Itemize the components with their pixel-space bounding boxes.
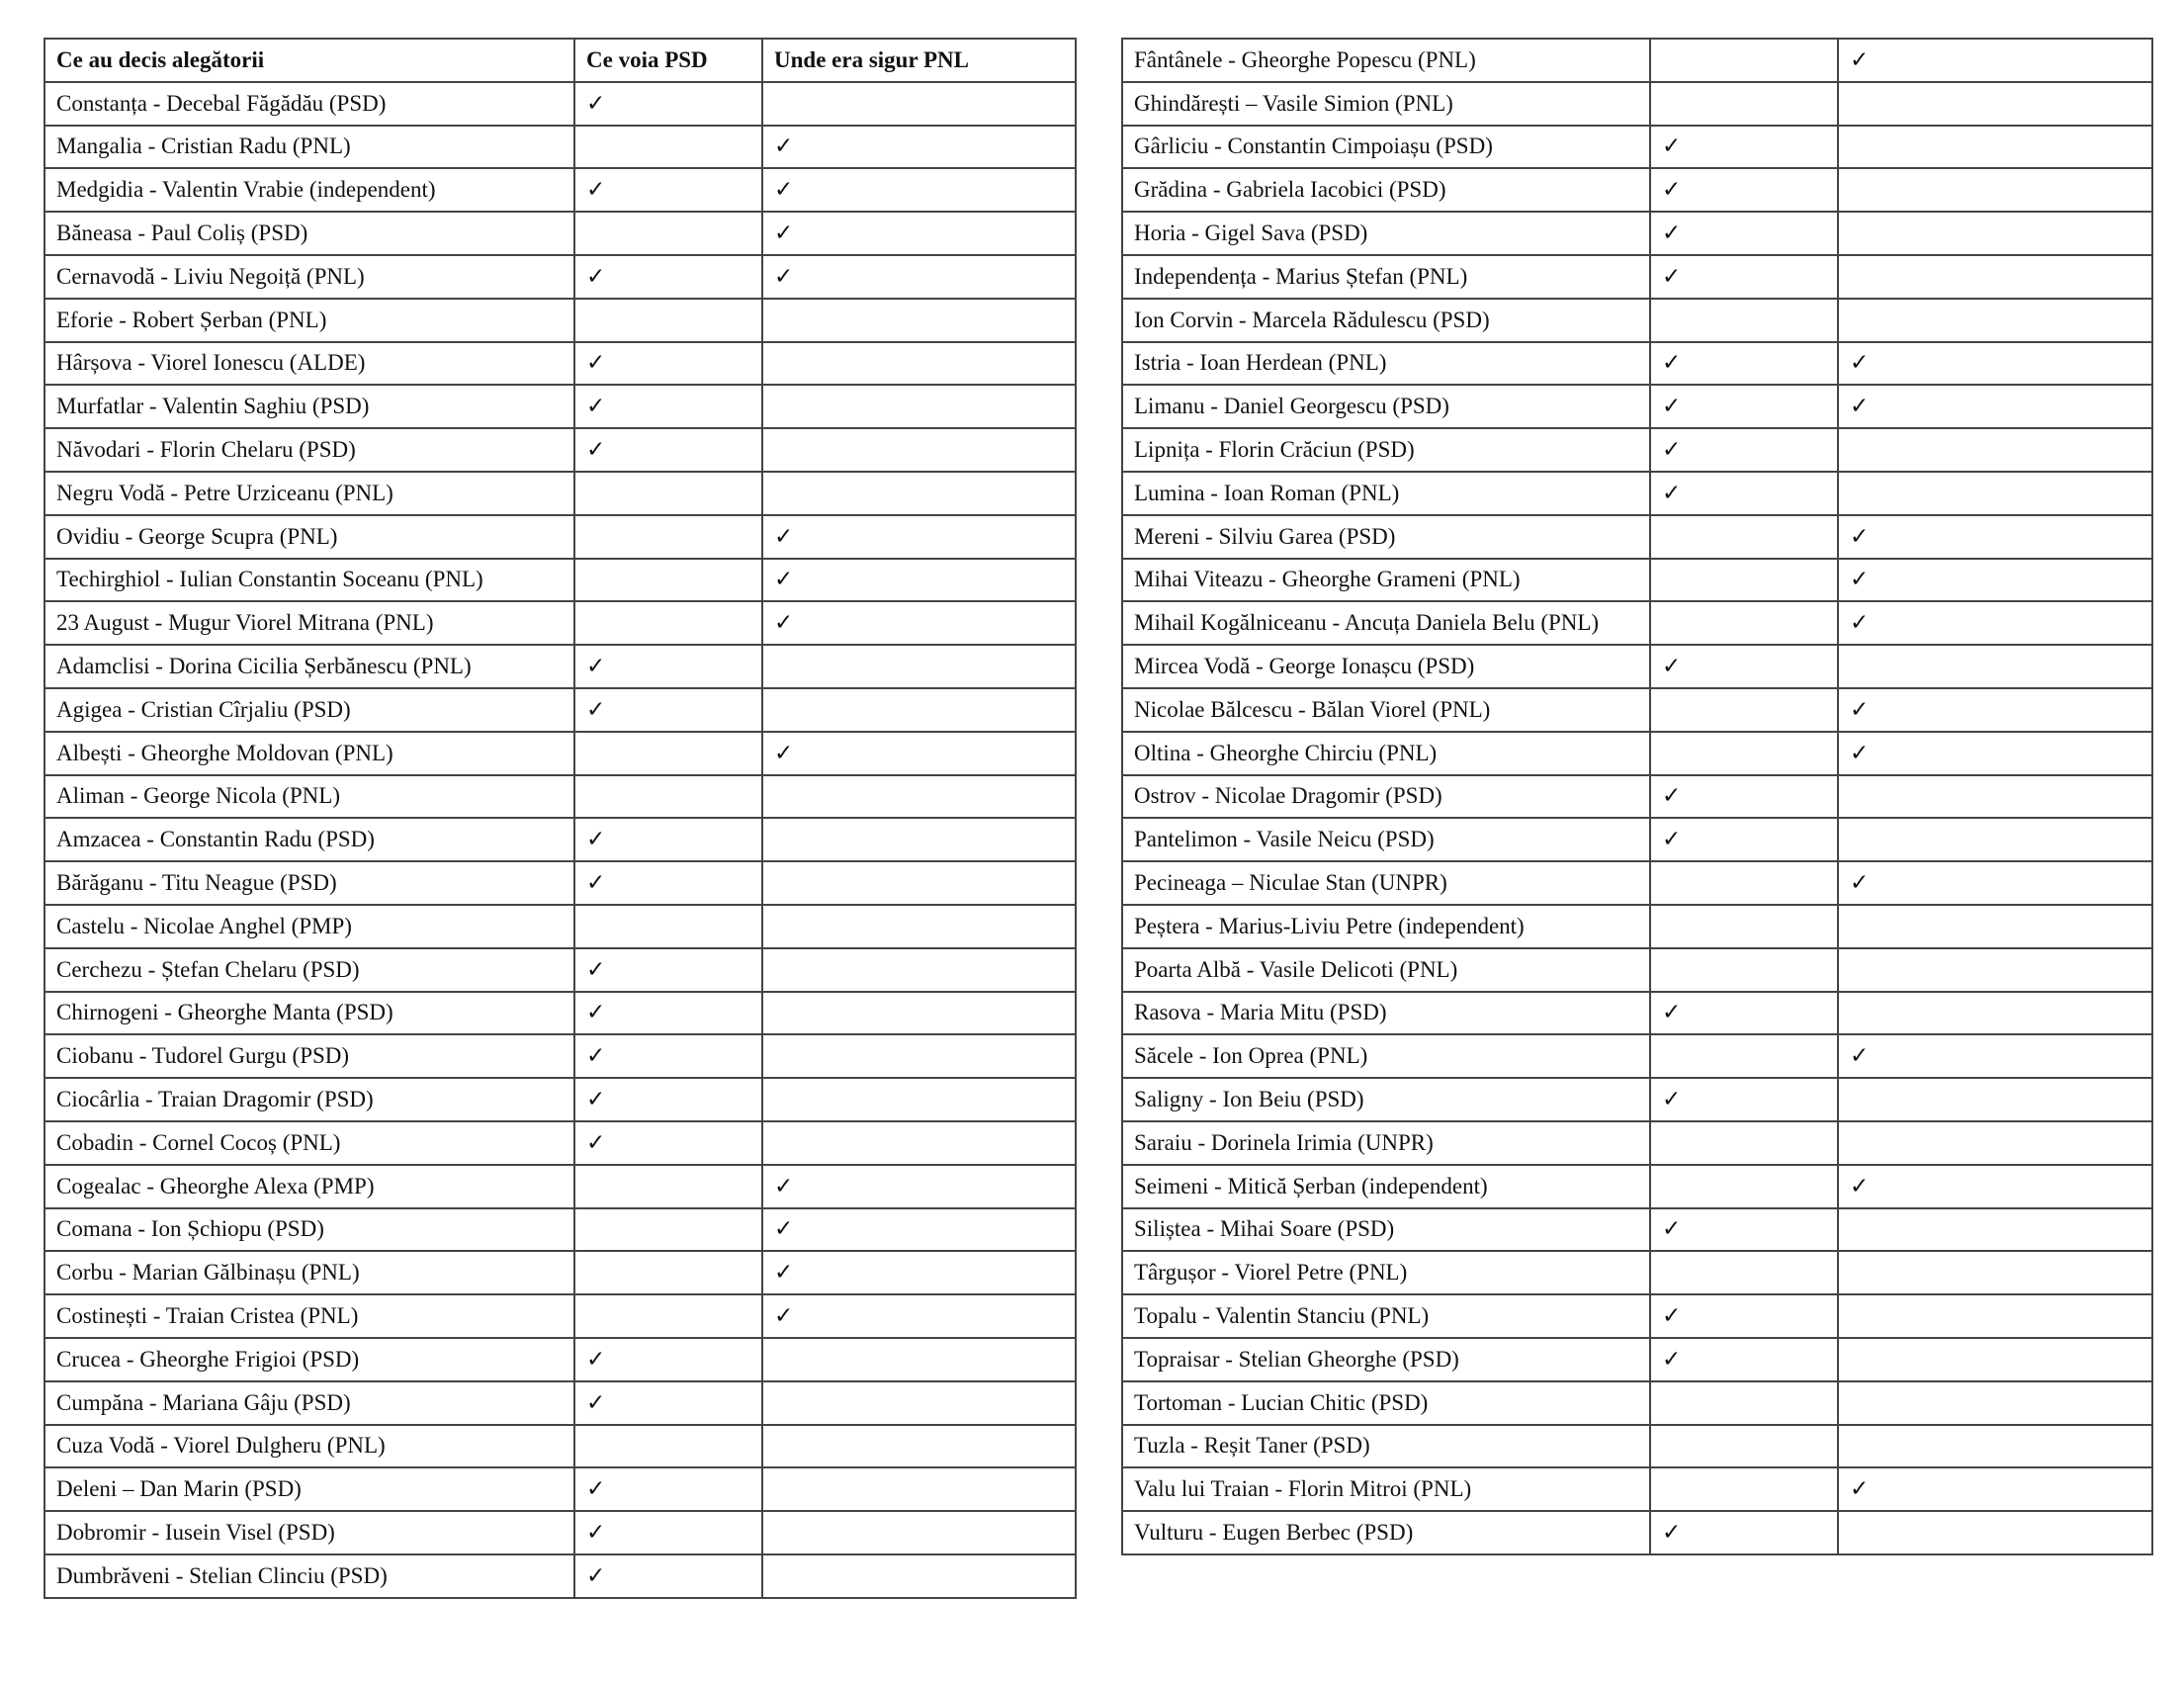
table-row (1122, 255, 2152, 299)
locality-cell: Deleni – Dan Marin (PSD) (44, 1467, 574, 1511)
locality-cell: Horia - Gigel Sava (PSD) (1122, 212, 1650, 255)
locality-cell: Băneasa - Paul Coliș (PSD) (44, 212, 574, 255)
psd-check-cell (1650, 1034, 1838, 1078)
locality-cell: Negru Vodă - Petre Urziceanu (PNL) (44, 472, 574, 515)
table-row (1122, 1381, 2152, 1425)
pnl-check-cell (1838, 212, 2152, 255)
locality-cell: Cernavodă - Liviu Negoiță (PNL) (44, 255, 574, 299)
locality-cell: Aliman - George Nicola (PNL) (44, 775, 574, 819)
pnl-check-cell (762, 1554, 1076, 1598)
psd-check-cell (1650, 39, 1838, 82)
table-row (44, 255, 1076, 299)
table-row (1122, 1338, 2152, 1381)
table-row (44, 1078, 1076, 1121)
locality-cell: Constanța - Decebal Făgădău (PSD) (44, 82, 574, 126)
pnl-check-cell (762, 818, 1076, 861)
psd-check-cell (574, 601, 762, 645)
locality-cell: Hârșova - Viorel Ionescu (ALDE) (44, 342, 574, 386)
table-row (44, 472, 1076, 515)
table-row (1122, 1294, 2152, 1338)
pnl-check-cell: ✓ (762, 1165, 1076, 1208)
psd-check-cell: ✓ (574, 255, 762, 299)
psd-check-cell: ✓ (1650, 168, 1838, 212)
locality-cell: Grădina - Gabriela Iacobici (PSD) (1122, 168, 1650, 212)
pnl-check-cell: ✓ (762, 601, 1076, 645)
psd-check-cell: ✓ (1650, 126, 1838, 169)
pnl-check-cell (762, 428, 1076, 472)
pnl-check-cell (762, 688, 1076, 732)
locality-cell: Agigea - Cristian Cîrjaliu (PSD) (44, 688, 574, 732)
locality-cell: Ion Corvin - Marcela Rădulescu (PSD) (1122, 299, 1650, 342)
table-row (1122, 168, 2152, 212)
psd-check-cell: ✓ (1650, 472, 1838, 515)
pnl-check-cell: ✓ (762, 1251, 1076, 1294)
locality-cell: Murfatlar - Valentin Saghiu (PSD) (44, 385, 574, 428)
table-row (1122, 39, 2152, 82)
psd-check-cell (574, 1425, 762, 1468)
locality-cell: Medgidia - Valentin Vrabie (independent) (44, 168, 574, 212)
locality-cell: Costinești - Traian Cristea (PNL) (44, 1294, 574, 1338)
psd-check-cell: ✓ (1650, 992, 1838, 1035)
table-row (44, 1338, 1076, 1381)
table-row (44, 948, 1076, 992)
psd-check-cell (1650, 1251, 1838, 1294)
table-row (1122, 212, 2152, 255)
table-row (44, 1165, 1076, 1208)
table-row (1122, 385, 2152, 428)
psd-check-cell (1650, 905, 1838, 948)
locality-cell: Seimeni - Mitică Șerban (independent) (1122, 1165, 1650, 1208)
pnl-check-cell: ✓ (1838, 1034, 2152, 1078)
table-row (1122, 515, 2152, 559)
table-row (1122, 82, 2152, 126)
pnl-check-cell: ✓ (1838, 39, 2152, 82)
locality-cell: Lipnița - Florin Crăciun (PSD) (1122, 428, 1650, 472)
psd-check-cell: ✓ (574, 428, 762, 472)
locality-cell: Lumina - Ioan Roman (PNL) (1122, 472, 1650, 515)
pnl-check-cell: ✓ (1838, 1165, 2152, 1208)
pnl-check-cell (1838, 905, 2152, 948)
pnl-check-cell (1838, 126, 2152, 169)
table-row (44, 559, 1076, 602)
psd-check-cell: ✓ (1650, 1294, 1838, 1338)
pnl-check-cell (1838, 1294, 2152, 1338)
pnl-check-cell (762, 948, 1076, 992)
pnl-check-cell (762, 342, 1076, 386)
psd-check-cell: ✓ (1650, 1511, 1838, 1554)
pnl-check-cell: ✓ (762, 255, 1076, 299)
locality-cell: Mihai Viteazu - Gheorghe Grameni (PNL) (1122, 559, 1650, 602)
locality-cell: Săcele - Ion Oprea (PNL) (1122, 1034, 1650, 1078)
locality-cell: Tuzla - Reșit Taner (PSD) (1122, 1425, 1650, 1468)
results-table-left (44, 38, 1077, 1599)
table-row (44, 82, 1076, 126)
pnl-check-cell: ✓ (1838, 515, 2152, 559)
pnl-check-cell (1838, 1338, 2152, 1381)
locality-cell: Rasova - Maria Mitu (PSD) (1122, 992, 1650, 1035)
locality-cell: Saligny - Ion Beiu (PSD) (1122, 1078, 1650, 1121)
psd-check-cell: ✓ (574, 1554, 762, 1598)
pnl-check-cell (1838, 1251, 2152, 1294)
table-row (44, 688, 1076, 732)
table-row (1122, 732, 2152, 775)
pnl-check-cell (762, 992, 1076, 1035)
psd-check-cell: ✓ (574, 1381, 762, 1425)
locality-cell: Topraisar - Stelian Gheorghe (PSD) (1122, 1338, 1650, 1381)
locality-cell: Cumpăna - Mariana Gâju (PSD) (44, 1381, 574, 1425)
psd-check-cell: ✓ (574, 688, 762, 732)
table-row (44, 775, 1076, 819)
pnl-check-cell: ✓ (762, 559, 1076, 602)
psd-check-cell (1650, 299, 1838, 342)
psd-check-cell (1650, 1425, 1838, 1468)
locality-cell: Independența - Marius Ștefan (PNL) (1122, 255, 1650, 299)
pnl-check-cell: ✓ (762, 168, 1076, 212)
table-row (1122, 428, 2152, 472)
table-row (1122, 948, 2152, 992)
locality-cell: Pantelimon - Vasile Neicu (PSD) (1122, 818, 1650, 861)
psd-check-cell (574, 905, 762, 948)
header-locality: Ce au decis alegătorii (44, 39, 574, 82)
pnl-check-cell: ✓ (762, 1208, 1076, 1252)
psd-check-cell (574, 212, 762, 255)
locality-cell: Saraiu - Dorinela Irimia (UNPR) (1122, 1121, 1650, 1165)
locality-cell: Ostrov - Nicolae Dragomir (PSD) (1122, 775, 1650, 819)
pnl-check-cell: ✓ (1838, 1467, 2152, 1511)
locality-cell: Dobromir - Iusein Visel (PSD) (44, 1511, 574, 1554)
table-row (1122, 818, 2152, 861)
locality-cell: Oltina - Gheorghe Chirciu (PNL) (1122, 732, 1650, 775)
table-row (44, 1467, 1076, 1511)
pnl-check-cell (762, 905, 1076, 948)
locality-cell: Limanu - Daniel Georgescu (PSD) (1122, 385, 1650, 428)
pnl-check-cell (1838, 818, 2152, 861)
pnl-check-cell (1838, 1078, 2152, 1121)
locality-cell: Ciobanu - Tudorel Gurgu (PSD) (44, 1034, 574, 1078)
locality-cell: Fântânele - Gheorghe Popescu (PNL) (1122, 39, 1650, 82)
psd-check-cell (1650, 732, 1838, 775)
psd-check-cell (1650, 515, 1838, 559)
psd-check-cell (1650, 688, 1838, 732)
locality-cell: Vulturu - Eugen Berbec (PSD) (1122, 1511, 1650, 1554)
pnl-check-cell (1838, 645, 2152, 688)
table-row (1122, 861, 2152, 905)
psd-check-cell (574, 299, 762, 342)
pnl-check-cell (762, 861, 1076, 905)
psd-check-cell: ✓ (1650, 1078, 1838, 1121)
psd-check-cell (574, 472, 762, 515)
pnl-check-cell: ✓ (1838, 601, 2152, 645)
table-row (44, 212, 1076, 255)
pnl-check-cell (1838, 1425, 2152, 1468)
locality-cell: Mereni - Silviu Garea (PSD) (1122, 515, 1650, 559)
locality-cell: Valu lui Traian - Florin Mitroi (PNL) (1122, 1467, 1650, 1511)
pnl-check-cell: ✓ (1838, 732, 2152, 775)
pnl-check-cell (762, 1511, 1076, 1554)
psd-check-cell: ✓ (1650, 385, 1838, 428)
table-row (1122, 1251, 2152, 1294)
locality-cell: Istria - Ioan Herdean (PNL) (1122, 342, 1650, 386)
pnl-check-cell: ✓ (1838, 342, 2152, 386)
psd-check-cell: ✓ (574, 1078, 762, 1121)
psd-check-cell (1650, 1381, 1838, 1425)
header-pnl: Unde era sigur PNL (762, 39, 1076, 82)
psd-check-cell: ✓ (574, 1338, 762, 1381)
locality-cell: Nicolae Bălcescu - Bălan Viorel (PNL) (1122, 688, 1650, 732)
pnl-check-cell (1838, 1121, 2152, 1165)
locality-cell: Techirghiol - Iulian Constantin Soceanu (PNL) (44, 559, 574, 602)
table-header-row (44, 39, 1076, 82)
table-row (1122, 775, 2152, 819)
psd-check-cell: ✓ (574, 861, 762, 905)
table-row (44, 1034, 1076, 1078)
psd-check-cell: ✓ (1650, 775, 1838, 819)
locality-cell: Năvodari - Florin Chelaru (PSD) (44, 428, 574, 472)
psd-check-cell (574, 1165, 762, 1208)
pnl-check-cell: ✓ (762, 732, 1076, 775)
pnl-check-cell: ✓ (1838, 861, 2152, 905)
table-row (44, 515, 1076, 559)
psd-check-cell (574, 126, 762, 169)
table-row (1122, 1511, 2152, 1554)
psd-check-cell: ✓ (1650, 428, 1838, 472)
locality-cell: 23 August - Mugur Viorel Mitrana (PNL) (44, 601, 574, 645)
psd-check-cell: ✓ (574, 948, 762, 992)
table-row (44, 1251, 1076, 1294)
psd-check-cell: ✓ (1650, 212, 1838, 255)
pnl-check-cell (762, 299, 1076, 342)
table-row (44, 1121, 1076, 1165)
pnl-check-cell (1838, 472, 2152, 515)
pnl-check-cell (1838, 1381, 2152, 1425)
locality-cell: Tortoman - Lucian Chitic (PSD) (1122, 1381, 1650, 1425)
locality-cell: Comana - Ion Șchiopu (PSD) (44, 1208, 574, 1252)
psd-check-cell (1650, 1467, 1838, 1511)
table-row (1122, 1034, 2152, 1078)
pnl-check-cell: ✓ (1838, 385, 2152, 428)
psd-check-cell (1650, 948, 1838, 992)
table-row (44, 126, 1076, 169)
pnl-check-cell (762, 385, 1076, 428)
psd-check-cell: ✓ (574, 168, 762, 212)
locality-cell: Târgușor - Viorel Petre (PNL) (1122, 1251, 1650, 1294)
locality-cell: Eforie - Robert Șerban (PNL) (44, 299, 574, 342)
table-row (1122, 1208, 2152, 1252)
psd-check-cell (1650, 559, 1838, 602)
psd-check-cell: ✓ (1650, 645, 1838, 688)
table-row (44, 168, 1076, 212)
locality-cell: Amzacea - Constantin Radu (PSD) (44, 818, 574, 861)
locality-cell: Cerchezu - Ștefan Chelaru (PSD) (44, 948, 574, 992)
locality-cell: Peștera - Marius-Liviu Petre (independent) (1122, 905, 1650, 948)
pnl-check-cell (762, 645, 1076, 688)
table-row (1122, 905, 2152, 948)
pnl-check-cell (1838, 1511, 2152, 1554)
pnl-check-cell: ✓ (762, 515, 1076, 559)
table-row (1122, 559, 2152, 602)
locality-cell: Ciocârlia - Traian Dragomir (PSD) (44, 1078, 574, 1121)
table-row (44, 1511, 1076, 1554)
pnl-check-cell (1838, 82, 2152, 126)
psd-check-cell (574, 1208, 762, 1252)
table-row (44, 1294, 1076, 1338)
psd-check-cell: ✓ (1650, 1338, 1838, 1381)
locality-cell: Gârliciu - Constantin Cimpoiașu (PSD) (1122, 126, 1650, 169)
psd-check-cell (574, 775, 762, 819)
psd-check-cell (574, 515, 762, 559)
psd-check-cell: ✓ (574, 1121, 762, 1165)
pnl-check-cell (1838, 1208, 2152, 1252)
locality-cell: Ovidiu - George Scupra (PNL) (44, 515, 574, 559)
psd-check-cell (1650, 601, 1838, 645)
psd-check-cell (574, 559, 762, 602)
locality-cell: Topalu - Valentin Stanciu (PNL) (1122, 1294, 1650, 1338)
table-row (1122, 688, 2152, 732)
locality-cell: Castelu - Nicolae Anghel (PMP) (44, 905, 574, 948)
table-row (44, 905, 1076, 948)
psd-check-cell: ✓ (1650, 818, 1838, 861)
table-row (1122, 1165, 2152, 1208)
pnl-check-cell (762, 1078, 1076, 1121)
psd-check-cell: ✓ (574, 818, 762, 861)
pnl-check-cell (762, 1121, 1076, 1165)
table-row (1122, 1425, 2152, 1468)
table-row (44, 342, 1076, 386)
locality-cell: Dumbrăveni - Stelian Clinciu (PSD) (44, 1554, 574, 1598)
locality-cell: Corbu - Marian Gălbinașu (PNL) (44, 1251, 574, 1294)
table-row (44, 1554, 1076, 1598)
results-table-right (1121, 38, 2153, 1555)
locality-cell: Pecineaga – Niculae Stan (UNPR) (1122, 861, 1650, 905)
psd-check-cell (1650, 1165, 1838, 1208)
pnl-check-cell (762, 1467, 1076, 1511)
psd-check-cell: ✓ (1650, 342, 1838, 386)
pnl-check-cell: ✓ (1838, 688, 2152, 732)
psd-check-cell (1650, 82, 1838, 126)
table-row (44, 732, 1076, 775)
table-row (44, 645, 1076, 688)
locality-cell: Mircea Vodă - George Ionașcu (PSD) (1122, 645, 1650, 688)
psd-check-cell: ✓ (574, 1467, 762, 1511)
table-row (44, 861, 1076, 905)
header-psd: Ce voia PSD (574, 39, 762, 82)
table-row (1122, 992, 2152, 1035)
pnl-check-cell (762, 1381, 1076, 1425)
locality-cell: Ghindărești – Vasile Simion (PNL) (1122, 82, 1650, 126)
locality-cell: Siliștea - Mihai Soare (PSD) (1122, 1208, 1650, 1252)
pnl-check-cell (1838, 992, 2152, 1035)
pnl-check-cell (1838, 948, 2152, 992)
table-row (44, 1381, 1076, 1425)
pnl-check-cell (1838, 299, 2152, 342)
table-row (1122, 126, 2152, 169)
locality-cell: Crucea - Gheorghe Frigioi (PSD) (44, 1338, 574, 1381)
table-row (44, 992, 1076, 1035)
table-row (44, 299, 1076, 342)
psd-check-cell (1650, 1121, 1838, 1165)
psd-check-cell (1650, 861, 1838, 905)
locality-cell: Chirnogeni - Gheorghe Manta (PSD) (44, 992, 574, 1035)
pnl-check-cell (762, 82, 1076, 126)
psd-check-cell: ✓ (574, 82, 762, 126)
table-row (1122, 1467, 2152, 1511)
pnl-check-cell (762, 1338, 1076, 1381)
pnl-check-cell (1838, 168, 2152, 212)
pnl-check-cell (1838, 428, 2152, 472)
table-row (44, 818, 1076, 861)
psd-check-cell: ✓ (574, 1034, 762, 1078)
table-row (44, 1208, 1076, 1252)
table-row (1122, 342, 2152, 386)
pnl-check-cell (762, 1034, 1076, 1078)
locality-cell: Cobadin - Cornel Cocoș (PNL) (44, 1121, 574, 1165)
psd-check-cell (574, 1251, 762, 1294)
psd-check-cell: ✓ (574, 992, 762, 1035)
locality-cell: Poarta Albă - Vasile Delicoti (PNL) (1122, 948, 1650, 992)
psd-check-cell: ✓ (574, 645, 762, 688)
psd-check-cell (574, 1294, 762, 1338)
locality-cell: Cuza Vodă - Viorel Dulgheru (PNL) (44, 1425, 574, 1468)
table-row (44, 428, 1076, 472)
pnl-check-cell (762, 472, 1076, 515)
pnl-check-cell: ✓ (1838, 559, 2152, 602)
psd-check-cell: ✓ (574, 385, 762, 428)
psd-check-cell: ✓ (574, 1511, 762, 1554)
locality-cell: Albești - Gheorghe Moldovan (PNL) (44, 732, 574, 775)
psd-check-cell: ✓ (1650, 255, 1838, 299)
psd-check-cell: ✓ (1650, 1208, 1838, 1252)
pnl-check-cell: ✓ (762, 126, 1076, 169)
psd-check-cell: ✓ (574, 342, 762, 386)
table-row (44, 385, 1076, 428)
table-row (1122, 472, 2152, 515)
locality-cell: Adamclisi - Dorina Cicilia Șerbănescu (PNL) (44, 645, 574, 688)
pnl-check-cell (762, 775, 1076, 819)
pnl-check-cell (1838, 775, 2152, 819)
table-row (44, 1425, 1076, 1468)
table-row (1122, 645, 2152, 688)
table-row (44, 601, 1076, 645)
pnl-check-cell: ✓ (762, 1294, 1076, 1338)
table-row (1122, 299, 2152, 342)
locality-cell: Cogealac - Gheorghe Alexa (PMP) (44, 1165, 574, 1208)
psd-check-cell (574, 732, 762, 775)
locality-cell: Mihail Kogălniceanu - Ancuța Daniela Belu (PNL) (1122, 601, 1650, 645)
table-row (1122, 1121, 2152, 1165)
pnl-check-cell: ✓ (762, 212, 1076, 255)
table-row (1122, 1078, 2152, 1121)
locality-cell: Bărăganu - Titu Neague (PSD) (44, 861, 574, 905)
table-row (1122, 601, 2152, 645)
pnl-check-cell (1838, 255, 2152, 299)
pnl-check-cell (762, 1425, 1076, 1468)
locality-cell: Mangalia - Cristian Radu (PNL) (44, 126, 574, 169)
